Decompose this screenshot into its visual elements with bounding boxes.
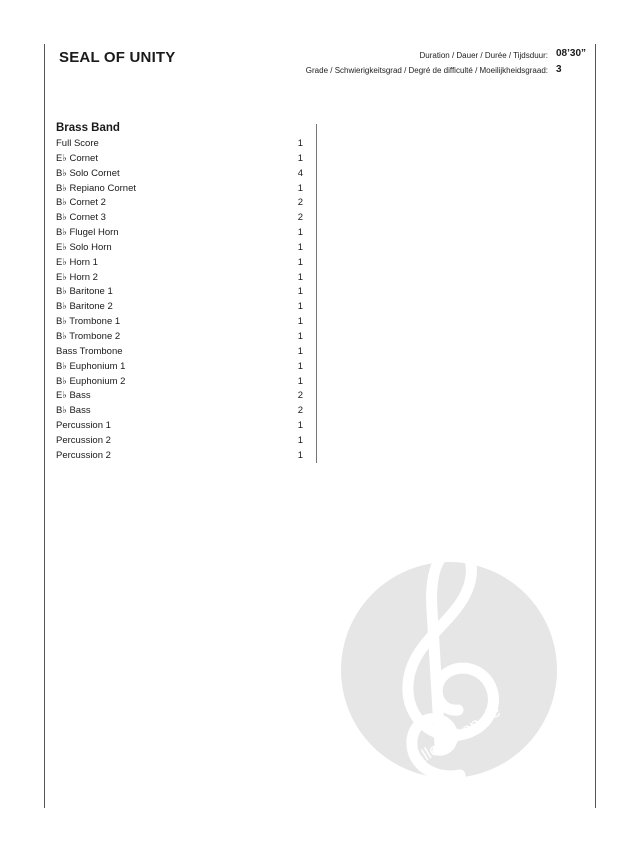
parts-list — [56, 137, 306, 464]
part-row — [56, 449, 306, 464]
part-name: Percussion 1 — [56, 420, 111, 432]
part-quantity: 1 — [297, 182, 303, 194]
part-row — [56, 389, 306, 404]
page-border-right — [595, 44, 596, 808]
part-quantity: 1 — [297, 360, 303, 372]
part-name: B♭ Cornet 2 — [56, 197, 106, 209]
watermark-text: alle-noten.de — [410, 701, 504, 770]
part-row — [56, 285, 306, 300]
part-row — [56, 271, 306, 286]
part-row — [56, 182, 306, 197]
part-quantity: 1 — [297, 330, 303, 342]
part-quantity: 2 — [297, 197, 303, 209]
part-quantity: 1 — [297, 286, 303, 298]
part-row — [56, 404, 306, 419]
part-row — [56, 360, 306, 375]
part-quantity: 1 — [297, 420, 303, 432]
part-name: B♭ Euphonium 1 — [56, 360, 126, 372]
part-row — [56, 226, 306, 241]
part-name: E♭ Horn 1 — [56, 256, 98, 268]
part-name: B♭ Baritone 1 — [56, 286, 113, 298]
part-row — [56, 256, 306, 271]
part-quantity: 1 — [297, 227, 303, 239]
part-row — [56, 211, 306, 226]
part-quantity: 1 — [297, 271, 303, 283]
part-quantity: 1 — [297, 301, 303, 313]
part-quantity: 1 — [297, 375, 303, 387]
part-quantity: 1 — [297, 449, 303, 461]
part-name: E♭ Solo Horn — [56, 241, 112, 253]
section-heading: Brass Band — [56, 122, 120, 134]
part-row — [56, 152, 306, 167]
part-quantity: 2 — [297, 212, 303, 224]
part-row — [56, 300, 306, 315]
page-title: SEAL OF UNITY — [59, 49, 176, 66]
part-row — [56, 330, 306, 345]
column-divider — [316, 124, 317, 463]
part-name: B♭ Trombone 2 — [56, 330, 121, 342]
part-name: E♭ Horn 2 — [56, 271, 98, 283]
part-row — [56, 196, 306, 211]
part-name: B♭ Trombone 1 — [56, 316, 121, 328]
part-quantity: 4 — [297, 167, 303, 179]
part-name: E♭ Cornet — [56, 152, 98, 164]
part-quantity: 1 — [297, 345, 303, 357]
part-name: B♭ Repiano Cornet — [56, 182, 136, 194]
part-quantity: 1 — [297, 152, 303, 164]
part-name: B♭ Baritone 2 — [56, 301, 113, 313]
part-name: E♭ Bass — [56, 390, 91, 402]
part-name: B♭ Solo Cornet — [56, 167, 120, 179]
grade-label: Grade / Schwierigkeitsgrad / Degré de difficulté / Moeilijkheidsgraad: — [305, 66, 548, 75]
part-quantity: 1 — [297, 256, 303, 268]
part-name: Bass Trombone — [56, 345, 123, 357]
part-row — [56, 375, 306, 390]
part-name: Percussion 2 — [56, 449, 111, 461]
watermark — [340, 540, 558, 780]
part-name: B♭ Cornet 3 — [56, 212, 106, 224]
part-quantity: 1 — [297, 316, 303, 328]
part-quantity: 1 — [297, 241, 303, 253]
part-row — [56, 137, 306, 152]
part-name: Full Score — [56, 138, 99, 149]
grade-value: 3 — [556, 64, 562, 75]
part-row — [56, 315, 306, 330]
part-row — [56, 167, 306, 182]
part-name: B♭ Flugel Horn — [56, 227, 119, 239]
duration-label: Duration / Dauer / Durée / Tijdsduur: — [419, 51, 548, 60]
part-row — [56, 434, 306, 449]
duration-value: 08’30” — [556, 48, 587, 59]
page-border-left — [44, 44, 45, 808]
part-quantity: 1 — [297, 434, 303, 446]
part-quantity: 2 — [297, 390, 303, 402]
part-row — [56, 241, 306, 256]
part-name: B♭ Bass — [56, 405, 91, 417]
part-name: Percussion 2 — [56, 434, 111, 446]
part-row — [56, 345, 306, 360]
part-quantity: 2 — [297, 405, 303, 417]
part-row — [56, 419, 306, 434]
part-quantity: 1 — [297, 138, 303, 149]
part-name: B♭ Euphonium 2 — [56, 375, 126, 387]
